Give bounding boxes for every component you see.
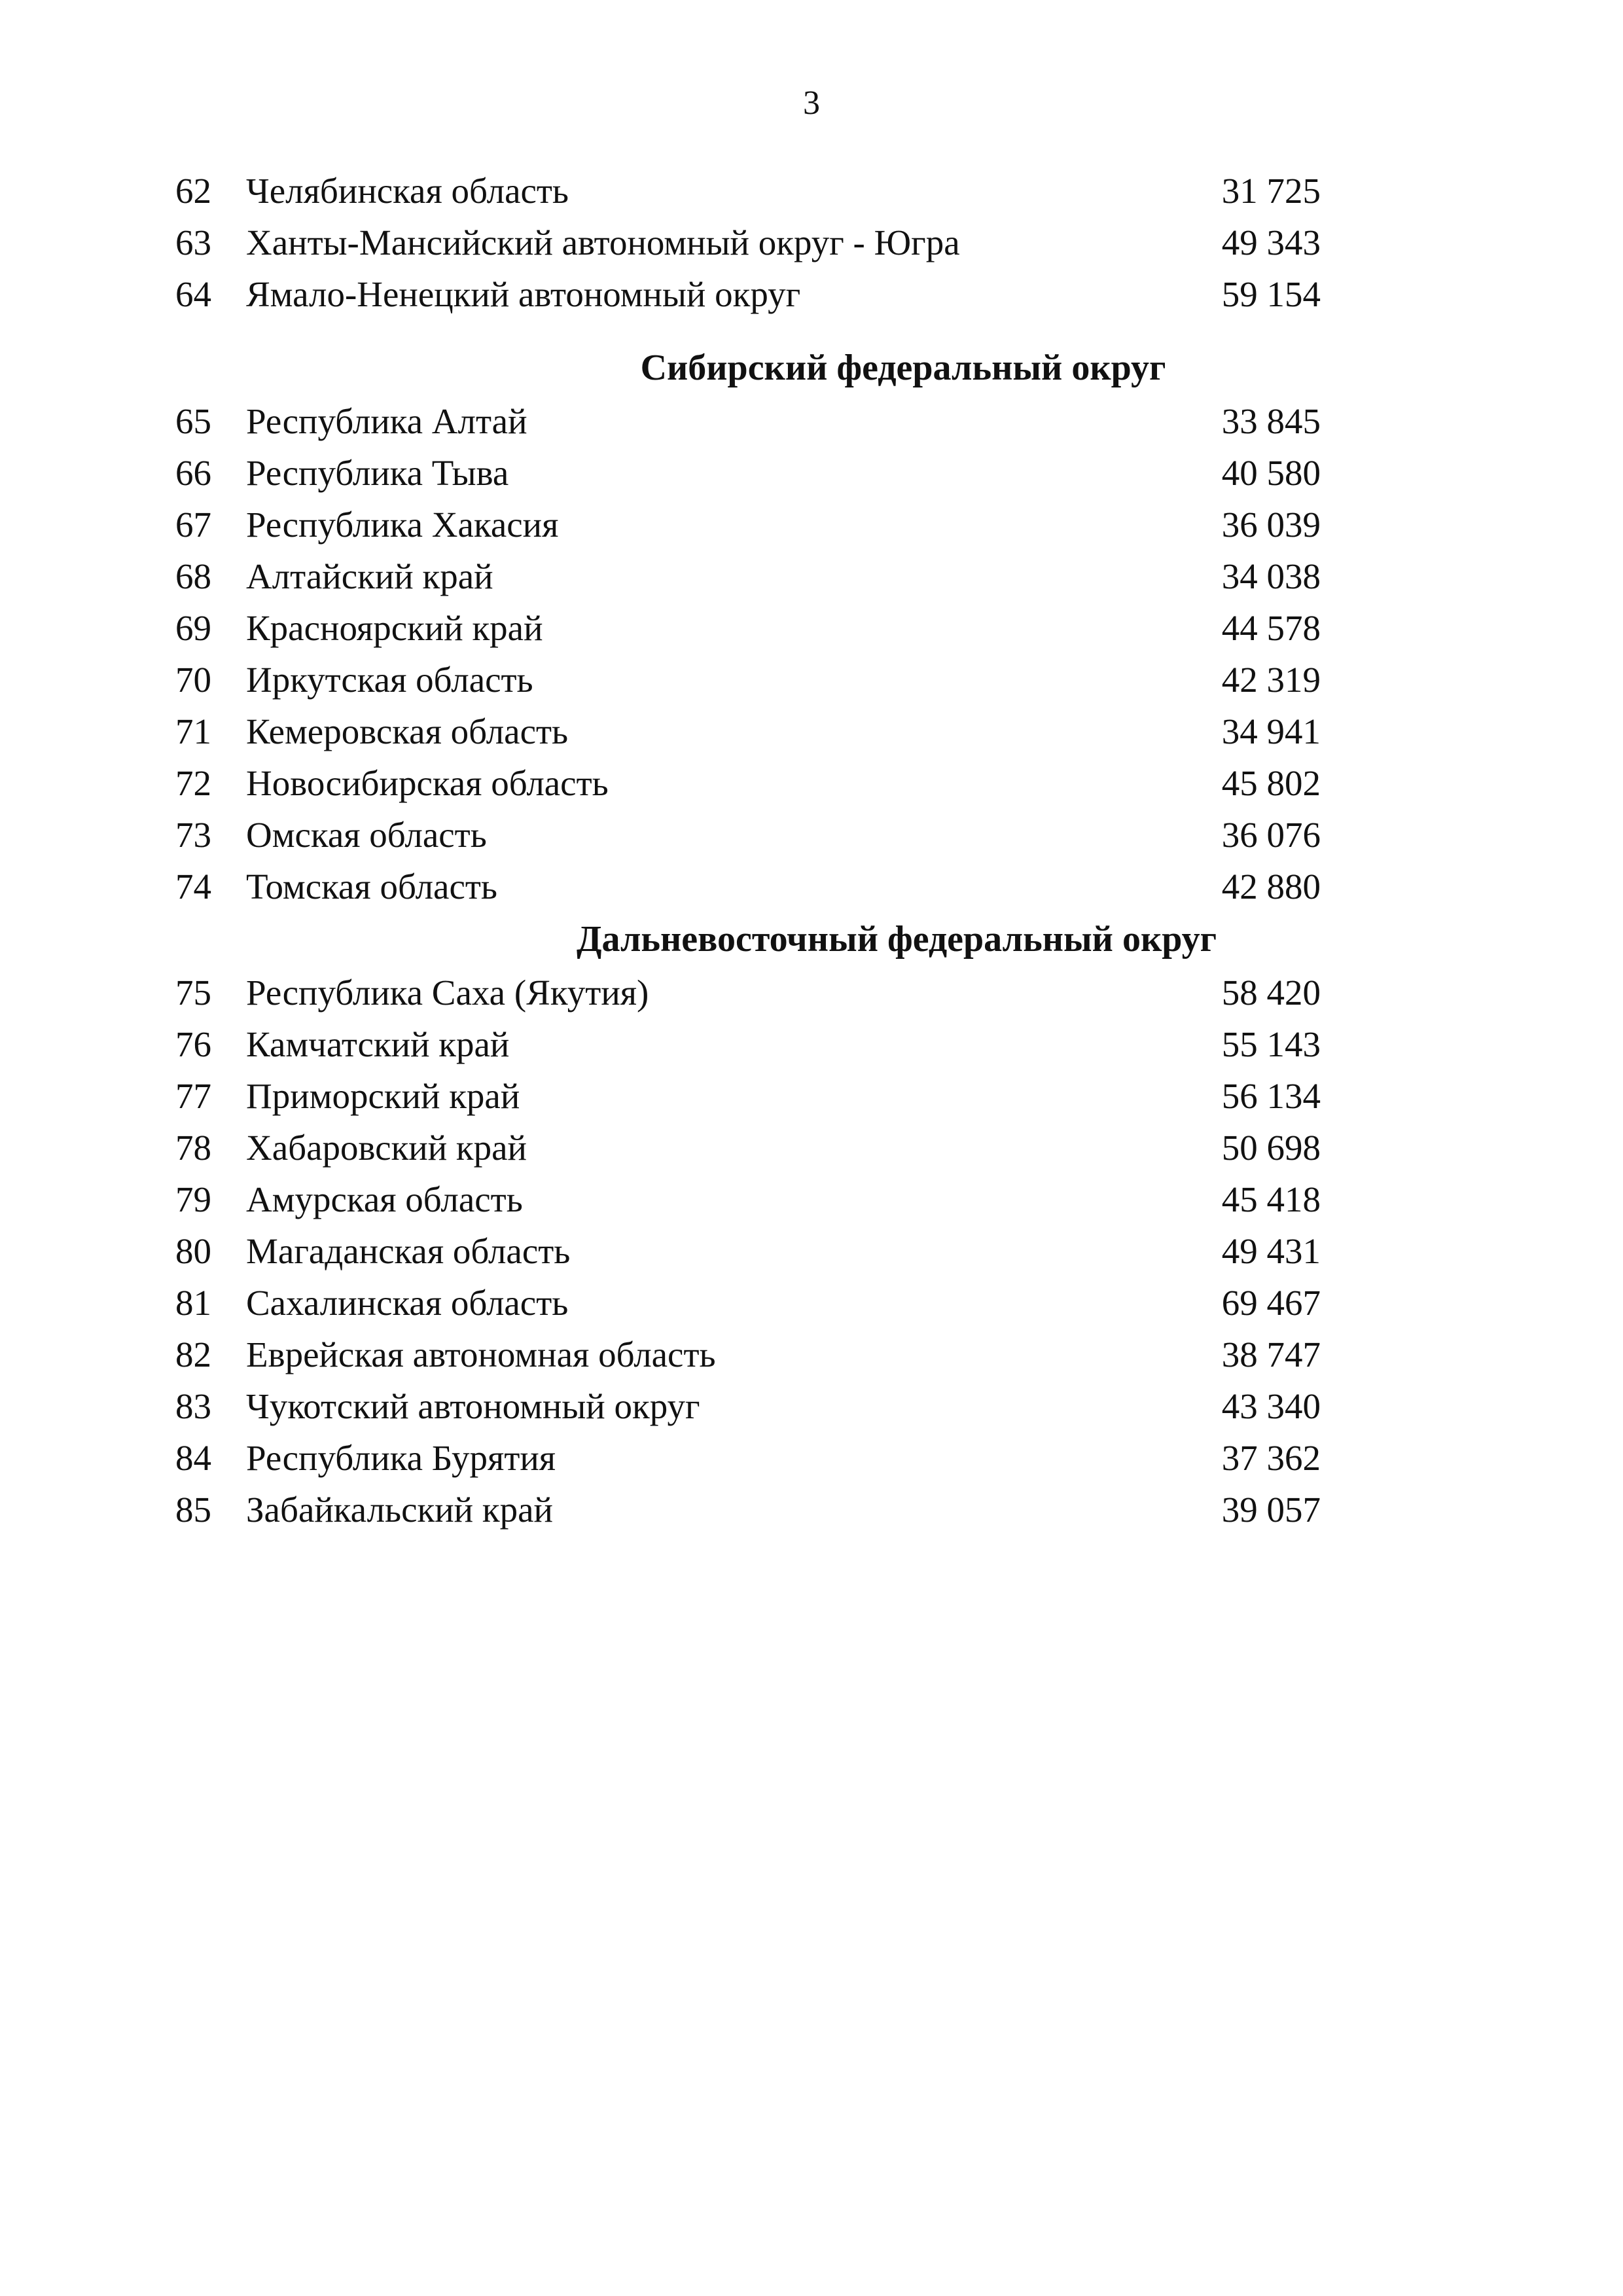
region-name: Амурская область	[246, 1179, 523, 1219]
table-row	[0, 1432, 1623, 1484]
table-row	[0, 602, 1623, 654]
row-number: 83	[175, 1386, 211, 1426]
section-heading-fareast: Дальневосточный федеральный округ	[576, 919, 1217, 960]
region-value: 58 420	[1221, 973, 1321, 1013]
row-number: 65	[175, 401, 211, 441]
row-number: 79	[175, 1179, 211, 1219]
region-value: 59 154	[1221, 274, 1321, 314]
table-row	[0, 1329, 1623, 1380]
table-row	[0, 967, 1623, 1018]
region-value: 56 134	[1221, 1076, 1321, 1116]
region-name: Приморский край	[246, 1076, 520, 1116]
row-number: 73	[175, 815, 211, 855]
regions-table	[0, 165, 1623, 1535]
region-name: Сахалинская область	[246, 1283, 569, 1323]
region-value: 45 802	[1221, 763, 1321, 803]
table-row	[0, 1174, 1623, 1225]
region-name: Камчатский край	[246, 1024, 510, 1064]
region-name: Республика Тыва	[246, 453, 509, 493]
row-number: 62	[175, 171, 211, 211]
table-row	[0, 809, 1623, 861]
region-name: Еврейская автономная область	[246, 1335, 716, 1374]
row-number: 68	[175, 556, 211, 596]
region-value: 37 362	[1221, 1438, 1321, 1478]
row-number: 67	[175, 505, 211, 545]
row-number: 66	[175, 453, 211, 493]
row-number: 85	[175, 1490, 211, 1530]
region-value: 40 580	[1221, 453, 1321, 493]
region-name: Республика Саха (Якутия)	[246, 973, 649, 1013]
region-name: Магаданская область	[246, 1231, 571, 1271]
table-row	[0, 447, 1623, 499]
table-row	[0, 268, 1623, 320]
region-name: Чукотский автономный округ	[246, 1386, 700, 1426]
table-row	[0, 550, 1623, 602]
region-value: 36 076	[1221, 815, 1321, 855]
row-number: 72	[175, 763, 211, 803]
table-row	[0, 757, 1623, 809]
region-name: Красноярский край	[246, 608, 543, 648]
table-row	[0, 706, 1623, 757]
region-name: Забайкальский край	[246, 1490, 553, 1530]
region-name: Республика Бурятия	[246, 1438, 556, 1478]
region-name: Томская область	[246, 867, 497, 906]
region-value: 36 039	[1221, 505, 1321, 545]
row-number: 76	[175, 1024, 211, 1064]
row-number: 69	[175, 608, 211, 648]
row-number: 81	[175, 1283, 211, 1323]
row-number: 77	[175, 1076, 211, 1116]
region-name: Республика Хакасия	[246, 505, 559, 545]
region-value: 34 941	[1221, 711, 1321, 751]
region-name: Алтайский край	[246, 556, 493, 596]
region-value: 38 747	[1221, 1335, 1321, 1374]
region-value: 49 343	[1221, 223, 1321, 262]
row-number: 80	[175, 1231, 211, 1271]
page-number: 3	[803, 84, 820, 122]
region-value: 42 880	[1221, 867, 1321, 906]
region-value: 31 725	[1221, 171, 1321, 211]
row-number: 71	[175, 711, 211, 751]
region-name: Хабаровский край	[246, 1128, 527, 1168]
table-row	[0, 1122, 1623, 1174]
section-heading-siberian: Сибирский федеральный округ	[640, 348, 1166, 388]
table-row	[0, 217, 1623, 268]
region-value: 33 845	[1221, 401, 1321, 441]
row-number: 74	[175, 867, 211, 906]
table-row	[0, 499, 1623, 550]
region-value: 43 340	[1221, 1386, 1321, 1426]
region-name: Кемеровская область	[246, 711, 569, 751]
region-name: Ханты-Мансийский автономный округ - Югра	[246, 223, 960, 262]
row-number: 78	[175, 1128, 211, 1168]
row-number: 70	[175, 660, 211, 700]
table-row	[0, 1484, 1623, 1535]
region-value: 49 431	[1221, 1231, 1321, 1271]
region-name: Новосибирская область	[246, 763, 609, 803]
region-value: 45 418	[1221, 1179, 1321, 1219]
region-name: Челябинская область	[246, 171, 569, 211]
region-name: Омская область	[246, 815, 487, 855]
row-number: 84	[175, 1438, 211, 1478]
table-row	[0, 1277, 1623, 1329]
table-row	[0, 654, 1623, 706]
table-row	[0, 861, 1623, 912]
region-value: 44 578	[1221, 608, 1321, 648]
region-name: Республика Алтай	[246, 401, 527, 441]
row-number: 75	[175, 973, 211, 1013]
table-row	[0, 1070, 1623, 1122]
region-value: 42 319	[1221, 660, 1321, 700]
region-name: Ямало-Ненецкий автономный округ	[246, 274, 801, 314]
row-number: 64	[175, 274, 211, 314]
region-value: 55 143	[1221, 1024, 1321, 1064]
table-row	[0, 1225, 1623, 1277]
table-row	[0, 1018, 1623, 1070]
region-name: Иркутская область	[246, 660, 533, 700]
row-number: 82	[175, 1335, 211, 1374]
region-value: 69 467	[1221, 1283, 1321, 1323]
row-number: 63	[175, 223, 211, 262]
region-value: 39 057	[1221, 1490, 1321, 1530]
table-row	[0, 395, 1623, 447]
table-row	[0, 1380, 1623, 1432]
region-value: 50 698	[1221, 1128, 1321, 1168]
table-row	[0, 165, 1623, 217]
region-value: 34 038	[1221, 556, 1321, 596]
